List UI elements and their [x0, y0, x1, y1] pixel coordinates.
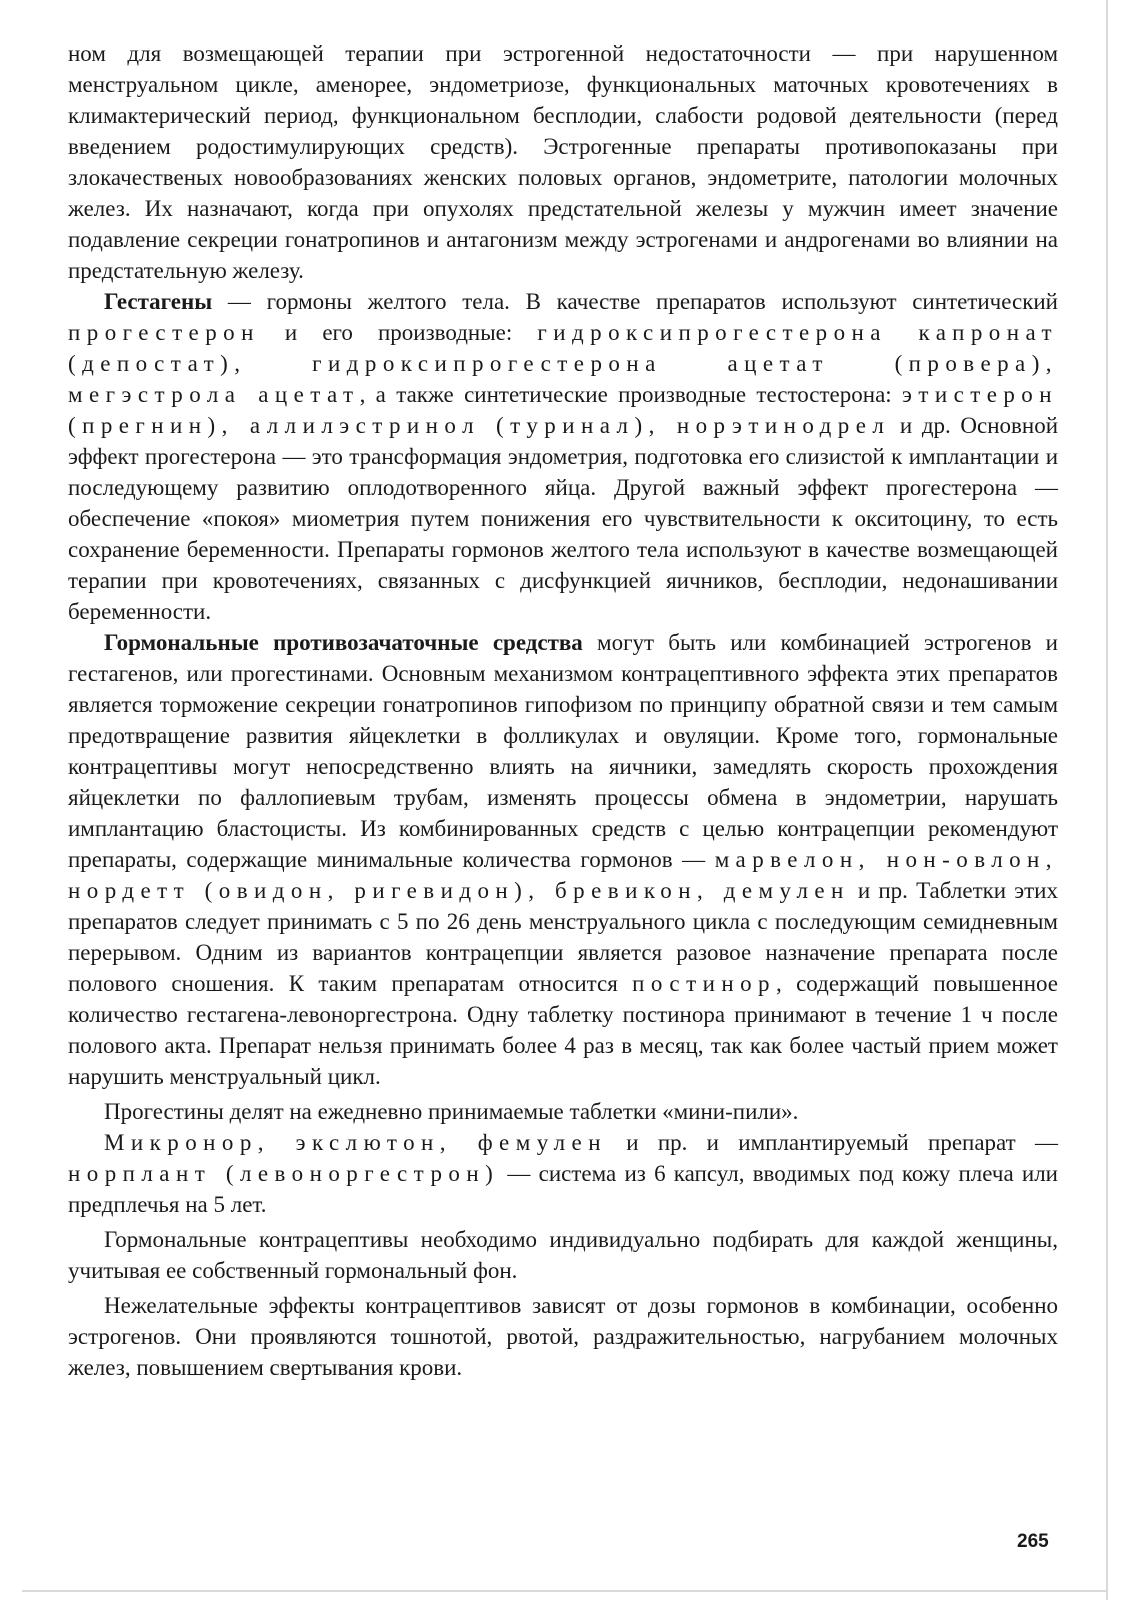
drug-name: постинор	[632, 971, 776, 996]
paragraph-estrogen-continued	[68, 38, 1058, 286]
text-run: — система из 6 капсул, вводимых под кожу плеча или предплечья на 5 лет.	[68, 1161, 1058, 1217]
drug-name: этистерон (прегнин), аллилэстринол (туринал), норэтинодрел	[68, 382, 1058, 438]
text-run: могут быть или комбинацией эстрогенов и гестагенов, или прогестинами. Основным механизмом контрацептивного эффекта этих препаратов является торможение секреции гонатропинов гипофизом по принципу обратной связи и тем самым предотвращение развития яйцеклетки в фолликулах и овуляции. Кроме того, гормональные контрацептивы могут непосредственно влиять на яичники, замедлять скорость прохождения яйцеклетки по фаллопиевым трубам, изменять процессы обмена в эндометрии, нарушать имплантацию бластоцисты. Из комбинированных средств с целью контрацепции рекомендуют препараты, содержащие минимальные количества гормонов —	[68, 630, 1058, 872]
text-run: Прогестины делят на ежедневно принимаемые таблетки «мини-пили».	[104, 1099, 799, 1124]
text-run: , содержащий повышенное количество гестагена-левоноргестрона. Одну таблетку постинора принимают в течение 1 ч после полового акта. Препарат нельзя принимать более 4 раз в месяц, так как более частый прием может нарушить менструальный цикл.	[68, 971, 1059, 1089]
drug-name: марвелон, нон-овлон, нордетт (овидон, ригевидон), бревикон, демулен	[68, 847, 1058, 903]
text-run: и его производные:	[259, 320, 538, 345]
text-run: ном для возмещающей терапии при эстрогенной недостаточности — при нарушенном менструальном цикле, аменорее, эндометриозе, функциональных маточных кровотечениях в климактерический период, функциональном бесплодии, слабости родовой деятельности (перед введением родостимулирующих средств). Эстрогенные препараты противопоказаны при злокачественых новообразованиях женских половых органов, эндометрите, патологии молочных желез. Их назначают, когда при опухолях предстательной железы у мужчин имеет значение подавление секреции гонатропинов и антагонизм между эстрогенами и андрогенами во влиянии на предстательную железу.	[68, 41, 1058, 283]
page-edge-bottom	[22, 1590, 1108, 1592]
text-run: — гормоны желтого тела. В качестве препаратов используют синтетический	[212, 289, 1058, 314]
paragraph-progestins	[68, 1096, 1058, 1127]
paragraph-contraceptives	[68, 627, 1058, 1092]
drug-name: (депостат), гидроксипрогестерона ацетат (провера), мегэстрола ацетат	[68, 351, 1058, 407]
text-run: и др. Основной эффект прогестерона — это трансформация эндометрия, подготовка его слизистой к имплантации и последующему развитию оплодотворенного яйца. Другой важный эффект прогестерона — обеспечение «покоя» миометрия путем понижения его чувствительности к окситоцину, то есть сохранение беременности. Препараты гормонов желтого тела используют в качестве возмещающей терапии при кровотечениях, связанных с дисфункцией яичников, бесплодии, недонашивании беременности.	[68, 413, 1058, 624]
body-text	[68, 38, 1058, 1383]
paragraph-gestagens	[68, 286, 1058, 627]
drug-name: прогестерон	[68, 320, 260, 345]
term-contraceptives: Гормональные противозачаточные средства	[104, 630, 583, 655]
page-edge-right	[1106, 0, 1108, 1600]
drug-name: Микронор, экслютон, фемулен	[104, 1130, 607, 1155]
paragraph-micronor	[68, 1127, 1058, 1220]
page-number: 265	[1017, 1531, 1049, 1552]
text-run: и пр. и имплантируемый препарат —	[606, 1130, 1058, 1155]
text-run: Нежелательные эффекты контрацептивов зависят от дозы гормонов в комбинации, особенно эстрогенов. Они проявляются тошнотой, рвотой, раздражительностью, нагрубанием молочных желез, повышением свертывания крови.	[68, 1293, 1058, 1380]
paragraph-individual-selection	[68, 1224, 1058, 1286]
drug-name: гидроксипрогестерона капронат	[537, 320, 1059, 345]
term-gestagens: Гестагены	[104, 289, 213, 314]
text-run: Гормональные контрацептивы необходимо индивидуально подбирать для каждой женщины, учитывая ее собственный гормональный фон.	[68, 1227, 1058, 1283]
paragraph-side-effects	[68, 1290, 1058, 1383]
text-run: и пр. Таблетки этих препаратов следует принимать с 5 по 26 день менструального цикла с последующим семидневным перерывом. Одним из вариантов контрацепции является разовое назначение препарата после полового сношения. К таким препаратам относится	[68, 878, 1058, 996]
drug-name: норплант (левоноргестрон)	[68, 1161, 500, 1186]
text-run: , а также синтетические производные тестостерона:	[359, 382, 903, 407]
